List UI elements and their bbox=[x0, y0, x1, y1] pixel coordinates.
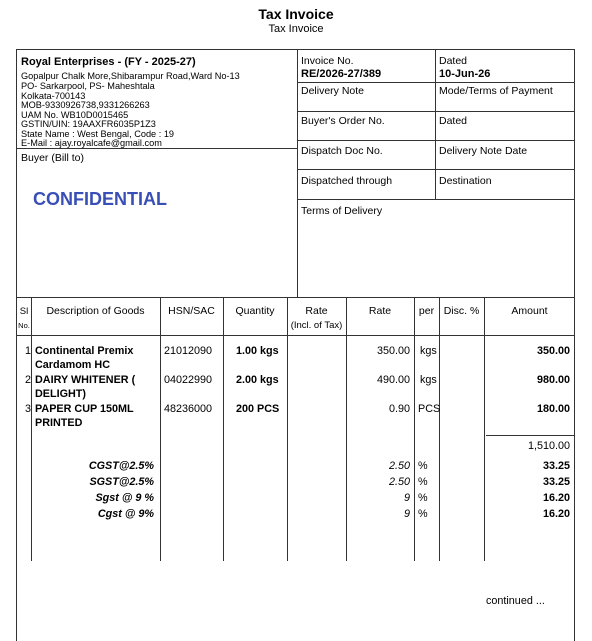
col-line bbox=[414, 297, 415, 561]
subtotal-line bbox=[486, 435, 575, 436]
seller-mobile: MOB-9330926738,9331266263 bbox=[21, 100, 150, 110]
item-sl: 1 bbox=[24, 345, 31, 357]
col-header-amount: Amount bbox=[511, 305, 548, 317]
col-line bbox=[31, 297, 32, 561]
item-hsn: 04022990 bbox=[164, 374, 213, 386]
tax-per: % bbox=[418, 460, 428, 472]
item-quantity: 2.00 kgs bbox=[236, 374, 279, 386]
meta-row-line bbox=[297, 169, 575, 170]
col-header-per: per bbox=[418, 305, 435, 317]
col-line bbox=[439, 297, 440, 561]
col-header-rate-incl-sub: (Incl. of Tax) bbox=[290, 320, 343, 331]
buyer-label: Buyer (Bill to) bbox=[21, 152, 85, 164]
invoice-title: Tax Invoice bbox=[258, 6, 334, 22]
mode-terms-label: Mode/Terms of Payment bbox=[439, 85, 553, 97]
col-line bbox=[223, 297, 224, 561]
header-divider bbox=[297, 49, 298, 297]
meta-column-divider bbox=[435, 49, 436, 199]
seller-gstin: GSTIN/UIN: 19AAXFR6035P1Z3 bbox=[21, 119, 156, 129]
item-rate: 0.90 bbox=[388, 403, 410, 415]
destination-label: Destination bbox=[439, 175, 492, 187]
item-amount: 350.00 bbox=[536, 345, 570, 357]
tax-per: % bbox=[418, 492, 428, 504]
table-top-line bbox=[16, 297, 575, 298]
invoice-no-value: RE/2026-27/389 bbox=[301, 68, 382, 80]
confidential-stamp: CONFIDENTIAL bbox=[33, 189, 167, 209]
col-header-rate-incl: Rate bbox=[305, 305, 328, 317]
item-per: PCS bbox=[418, 403, 441, 415]
meta-row-line bbox=[297, 140, 575, 141]
seller-uam: UAM No. WB10D0015465 bbox=[21, 110, 129, 120]
col-header-disc: Disc. % bbox=[443, 305, 480, 317]
tax-amount: 16.20 bbox=[542, 508, 570, 520]
item-per: kgs bbox=[420, 374, 437, 386]
tax-amount: 33.25 bbox=[542, 460, 570, 472]
subtotal-value: 1,510.00 bbox=[527, 440, 570, 452]
dated-label: Dated bbox=[439, 55, 468, 67]
seller-email: E-Mail : ajay.royalcafe@gmail.com bbox=[21, 138, 162, 148]
col-header-quantity: Quantity bbox=[235, 305, 275, 317]
col-line bbox=[484, 297, 485, 561]
tax-name: SGST@2.5% bbox=[89, 476, 154, 488]
seller-buyer-divider bbox=[16, 148, 297, 149]
col-line bbox=[160, 297, 161, 561]
table-header-bottom-line bbox=[16, 335, 575, 336]
dispatch-doc-label: Dispatch Doc No. bbox=[301, 145, 383, 157]
seller-address-line: PO- Sarkarpool, PS- Maheshtala bbox=[21, 81, 155, 91]
tax-name: CGST@2.5% bbox=[88, 460, 154, 472]
tax-name: Sgst @ 9 % bbox=[95, 492, 154, 504]
item-amount: 180.00 bbox=[536, 403, 570, 415]
tax-rate: 9 bbox=[403, 508, 410, 520]
item-quantity: 200 PCS bbox=[236, 403, 280, 415]
item-hsn: 21012090 bbox=[164, 345, 213, 357]
tax-rate: 9 bbox=[403, 492, 410, 504]
continued-note: continued ... bbox=[486, 595, 545, 607]
tax-per: % bbox=[418, 476, 428, 488]
tax-amount: 33.25 bbox=[542, 476, 570, 488]
tax-per: % bbox=[418, 508, 428, 520]
col-header-description: Description of Goods bbox=[46, 305, 145, 317]
seller-state: State Name : West Bengal, Code : 19 bbox=[21, 129, 175, 139]
item-description-cont: Cardamom HC bbox=[35, 359, 110, 371]
item-sl: 2 bbox=[24, 374, 31, 386]
col-line bbox=[346, 297, 347, 561]
item-hsn: 48236000 bbox=[164, 403, 213, 415]
item-description: PAPER CUP 150ML bbox=[35, 403, 134, 415]
item-quantity: 1.00 kgs bbox=[236, 345, 279, 357]
terms-delivery-label: Terms of Delivery bbox=[301, 205, 383, 217]
item-description: Continental Premix bbox=[35, 345, 134, 357]
invoice-no-label: Invoice No. bbox=[301, 55, 354, 67]
tax-rate: 2.50 bbox=[388, 460, 410, 472]
tax-rate: 2.50 bbox=[388, 476, 410, 488]
item-rate: 350.00 bbox=[376, 345, 410, 357]
tax-amount: 16.20 bbox=[542, 492, 570, 504]
item-sl: 3 bbox=[24, 403, 31, 415]
item-amount: 980.00 bbox=[536, 374, 570, 386]
dispatched-through-label: Dispatched through bbox=[301, 175, 393, 187]
seller-address-line: Gopalpur Chalk More,Shibarampur Road,Ward No-13 bbox=[21, 71, 240, 81]
meta-row-line bbox=[297, 82, 575, 83]
order-dated-label: Dated bbox=[439, 115, 468, 127]
meta-row-line bbox=[297, 111, 575, 112]
item-description-cont: PRINTED bbox=[35, 417, 83, 429]
seller-address-line: Kolkata-700143 bbox=[21, 91, 86, 101]
dated-value: 10-Jun-26 bbox=[439, 68, 491, 80]
item-rate: 490.00 bbox=[376, 374, 410, 386]
col-line bbox=[287, 297, 288, 561]
seller-name: Royal Enterprises - (FY - 2025-27) bbox=[21, 56, 196, 68]
tax-name: Cgst @ 9% bbox=[97, 508, 154, 520]
delivery-note-date-label: Delivery Note Date bbox=[439, 145, 528, 157]
item-description: DAIRY WHITENER ( bbox=[35, 374, 136, 386]
buyers-order-label: Buyer's Order No. bbox=[301, 115, 385, 127]
item-description-cont: DELIGHT) bbox=[35, 388, 86, 400]
meta-row-line bbox=[297, 199, 575, 200]
delivery-note-label: Delivery Note bbox=[301, 85, 365, 97]
invoice-subtitle: Tax Invoice bbox=[268, 23, 324, 35]
col-header-hsn: HSN/SAC bbox=[168, 305, 215, 317]
col-header-rate: Rate bbox=[368, 305, 392, 317]
col-header-sl: Sl bbox=[19, 306, 29, 317]
col-header-sl-no: No. bbox=[18, 321, 30, 330]
item-per: kgs bbox=[420, 345, 437, 357]
